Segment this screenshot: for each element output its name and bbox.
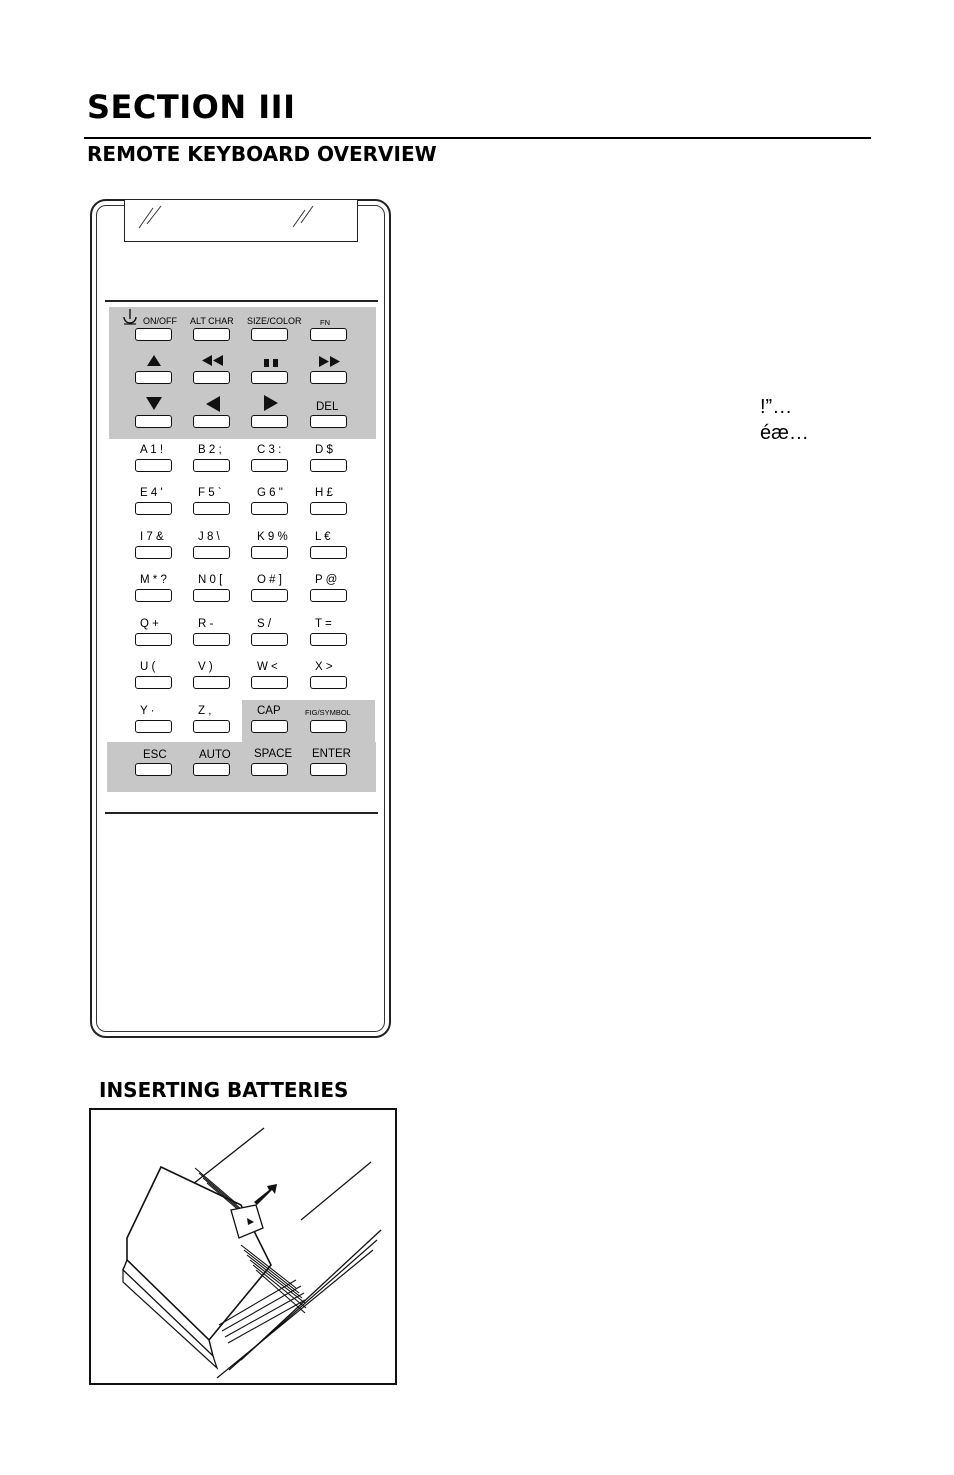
key-d[interactable] [310,459,347,472]
key-c-label: C 3 : [257,444,282,456]
key-e-label: E 4 ' [140,487,163,499]
key-i-label: I 7 & [140,531,164,543]
battery-cover-illustration [91,1110,395,1383]
key-b-label: B 2 ; [198,444,222,456]
key-i[interactable] [135,546,172,559]
down-key[interactable] [135,415,172,428]
key-n[interactable] [193,589,230,602]
key-h-label: H £ [315,487,333,499]
altchar-label: ALT CHAR [190,316,234,326]
key-q-label: Q + [140,618,159,630]
glass-reflection-icon [125,200,359,242]
sizecolor-key[interactable] [251,328,288,341]
space-label: SPACE [254,748,293,760]
key-m[interactable] [135,589,172,602]
left-key[interactable] [193,415,230,428]
pause-icon [262,357,280,369]
esc-label: ESC [143,749,167,761]
figsymbol-label: FIG/SYMBOL [305,708,351,717]
key-f-label: F 5 ` [198,487,222,499]
key-d-label: D $ [315,444,333,456]
title-rule [84,137,871,139]
key-o[interactable] [251,589,288,602]
key-l[interactable] [310,546,347,559]
space-key[interactable] [251,763,288,776]
key-r[interactable] [193,633,230,646]
onoff-label: ON/OFF [143,316,177,326]
batteries-title: INSERTING BATTERIES [99,1078,349,1102]
rewind-key[interactable] [193,371,230,384]
pause-key[interactable] [251,371,288,384]
key-u[interactable] [135,676,172,689]
enter-key[interactable] [310,763,347,776]
enter-label: ENTER [312,748,351,760]
fast-forward-key[interactable] [310,371,347,384]
key-y-label: Y · [140,705,155,717]
special-symbols-line1: !”… [760,396,793,418]
key-a-label: A 1 ! [140,444,164,456]
key-w[interactable] [251,676,288,689]
key-c[interactable] [251,459,288,472]
up-key[interactable] [135,371,172,384]
cap-label: CAP [257,705,281,717]
rewind-icon [201,354,225,367]
del-label: DEL [316,401,339,413]
key-y[interactable] [135,720,172,733]
remote-divider-top [105,300,378,302]
auto-key[interactable] [193,763,230,776]
special-symbols-line2: éæ… [760,422,809,444]
key-k[interactable] [251,546,288,559]
section-title: SECTION III [87,88,296,126]
altchar-key[interactable] [193,328,230,341]
key-j[interactable] [193,546,230,559]
left-arrow-icon [205,395,221,413]
key-s-label: S / [257,618,272,630]
key-t[interactable] [310,633,347,646]
key-j-label: J 8 \ [198,531,220,543]
remote-divider-bottom [105,812,378,814]
display-window [124,200,358,242]
section-subtitle: REMOTE KEYBOARD OVERVIEW [87,142,437,166]
cap-key[interactable] [251,720,288,733]
key-w-label: W < [257,661,278,673]
key-x-label: X > [315,661,333,673]
key-v-label: V ) [198,661,213,673]
key-z[interactable] [193,720,230,733]
right-arrow-icon [263,394,279,412]
key-v[interactable] [193,676,230,689]
key-g[interactable] [251,502,288,515]
fn-label: FN [320,318,330,327]
key-o-label: O # ] [257,574,282,586]
battery-illustration-frame [89,1108,397,1385]
key-q[interactable] [135,633,172,646]
key-b[interactable] [193,459,230,472]
key-a[interactable] [135,459,172,472]
key-p-label: P @ [315,574,338,586]
fn-key[interactable] [310,328,347,341]
up-arrow-icon [146,354,162,367]
key-h[interactable] [310,502,347,515]
down-arrow-icon [145,396,163,411]
key-s[interactable] [251,633,288,646]
onoff-key[interactable] [135,328,172,341]
fast-forward-icon [318,355,342,368]
del-key[interactable] [310,415,347,428]
key-p[interactable] [310,589,347,602]
key-f[interactable] [193,502,230,515]
key-u-label: U ( [140,661,156,673]
key-n-label: N 0 [ [198,574,223,586]
key-l-label: L € [315,531,331,543]
figsymbol-key[interactable] [310,720,347,733]
key-g-label: G 6 " [257,487,283,499]
esc-key[interactable] [135,763,172,776]
auto-label: AUTO [199,749,231,761]
sizecolor-label: SIZE/COLOR [247,316,302,326]
key-z-label: Z , [198,705,212,717]
power-icon [121,307,139,327]
key-t-label: T = [315,618,332,630]
key-x[interactable] [310,676,347,689]
key-e[interactable] [135,502,172,515]
right-key[interactable] [251,415,288,428]
key-m-label: M * ? [140,574,167,586]
key-r-label: R - [198,618,214,630]
key-k-label: K 9 % [257,531,288,543]
